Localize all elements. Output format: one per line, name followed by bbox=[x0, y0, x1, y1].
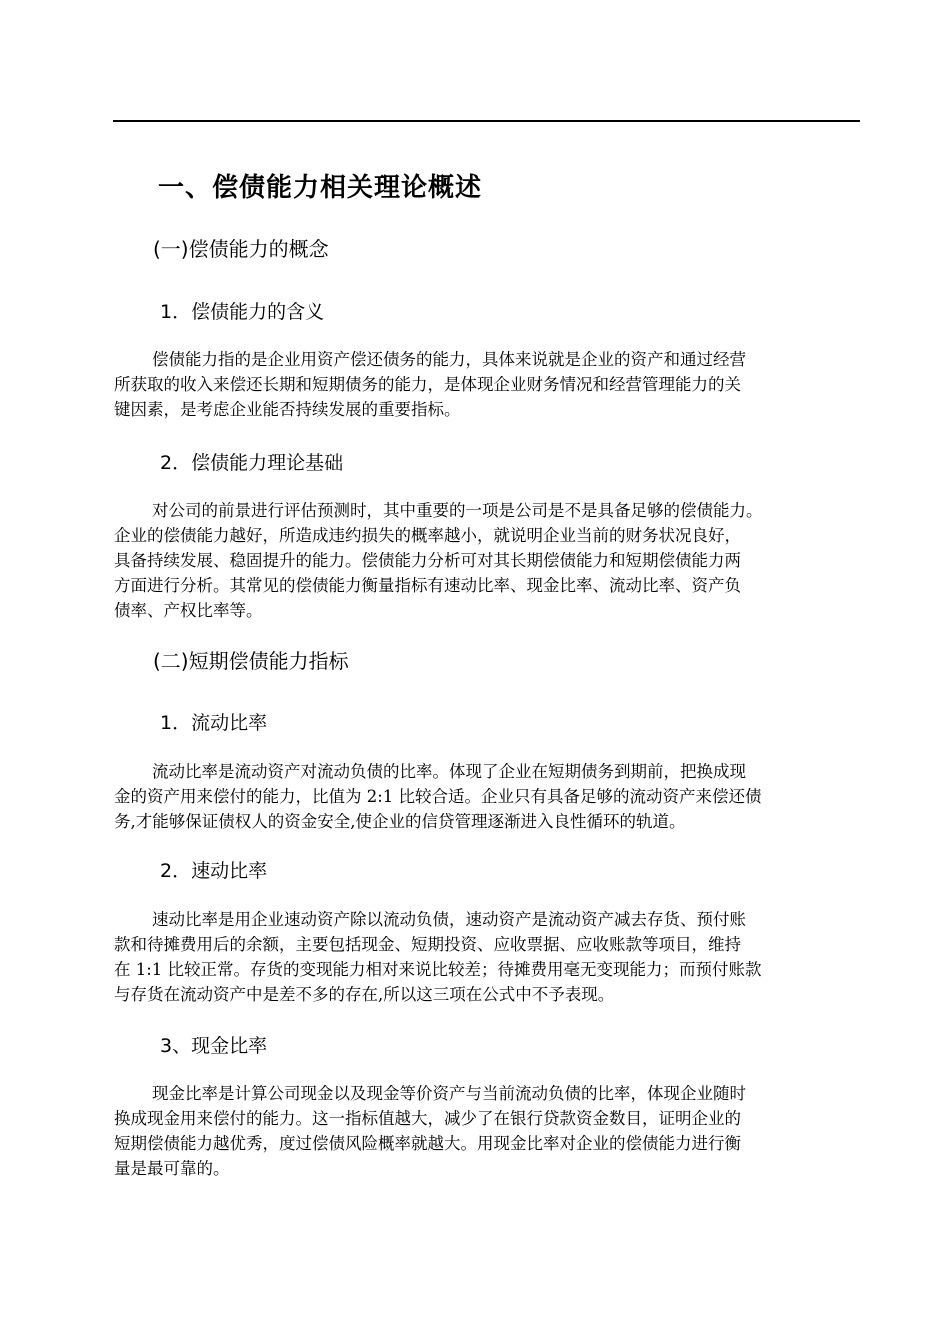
paragraph-line: 具备持续发展、稳固提升的能力。偿债能力分析可对其长期偿债能力和短期偿债能力两 bbox=[114, 551, 741, 570]
paragraph-line: 量是最可靠的。 bbox=[114, 1159, 230, 1178]
section-heading-2: (二)短期偿债能力指标 bbox=[153, 649, 349, 673]
paragraph-line: 与存货在流动资产中是差不多的存在,所以这三项在公式中不予表现。 bbox=[114, 985, 615, 1004]
paragraph-line: 现金比率是计算公司现金以及现金等价资产与当前流动负债的比率，体现企业随时 bbox=[152, 1084, 746, 1103]
section-heading-1: (一)偿债能力的概念 bbox=[153, 237, 329, 261]
subsection-heading-1-2: 2．偿债能力理论基础 bbox=[160, 452, 344, 474]
paragraph-line: 款和待摊费用后的余额，主要包括现金、短期投资、应收票据、应收账款等项目，维持 bbox=[114, 935, 741, 954]
paragraph-line: 企业的偿债能力越好，所造成违约损失的概率越小，就说明企业当前的财务状况良好， bbox=[114, 526, 741, 545]
paragraph-line: 债率、产权比率等。 bbox=[114, 601, 263, 620]
paragraph-line: 短期偿债能力越优秀，度过偿债风险概率就越大。用现金比率对企业的偿债能力进行衡 bbox=[114, 1134, 741, 1153]
paragraph-line: 在 1:1 比较正常。存货的变现能力相对来说比较差；待摊费用毫无变现能力；而预付账款 bbox=[114, 960, 762, 979]
subsection-heading-2-1: 1．流动比率 bbox=[160, 712, 268, 734]
paragraph-line: 方面进行分析。其常见的偿债能力衡量指标有速动比率、现金比率、流动比率、资产负 bbox=[114, 576, 741, 595]
paragraph-line: 偿债能力指的是企业用资产偿还债务的能力，具体来说就是企业的资产和通过经营 bbox=[152, 350, 746, 369]
paragraph-1-1 bbox=[114, 347, 866, 422]
chapter-heading: 一、偿债能力相关理论概述 bbox=[158, 173, 483, 203]
header-rule bbox=[113, 120, 860, 122]
paragraph-1-2 bbox=[114, 498, 866, 623]
subsection-heading-2-3: 3、现金比率 bbox=[160, 1035, 268, 1057]
subsection-heading-2-2: 2．速动比率 bbox=[160, 860, 268, 882]
paragraph-line: 对公司的前景进行评估预测时，其中重要的一项是公司是不是具备足够的偿债能力。 bbox=[152, 501, 763, 520]
paragraph-line: 换成现金用来偿付的能力。这一指标值越大，减少了在银行贷款资金数目，证明企业的 bbox=[114, 1109, 741, 1128]
subsection-heading-1-1: 1．偿债能力的含义 bbox=[160, 301, 325, 323]
paragraph-line: 速动比率是用企业速动资产除以流动负债，速动资产是流动资产减去存货、预付账 bbox=[152, 910, 746, 929]
paragraph-2-2 bbox=[114, 907, 866, 1007]
paragraph-line: 金的资产用来偿付的能力，比值为 2:1 比较合适。企业只有具备足够的流动资产来偿还债 bbox=[114, 787, 762, 806]
paragraph-line: 键因素，是考虑企业能否持续发展的重要指标。 bbox=[114, 400, 461, 419]
paragraph-line: 流动比率是流动资产对流动负债的比率。体现了企业在短期债务到期前，把换成现 bbox=[152, 762, 746, 781]
paragraph-2-3 bbox=[114, 1081, 866, 1181]
paragraph-line: 所获取的收入来偿还长期和短期债务的能力，是体现企业财务情况和经营管理能力的关 bbox=[114, 375, 741, 394]
paragraph-line: 务,才能够保证债权人的资金安全,使企业的信贷管理逐渐进入良性循环的轨道。 bbox=[114, 812, 686, 831]
paragraph-2-1 bbox=[114, 759, 866, 834]
